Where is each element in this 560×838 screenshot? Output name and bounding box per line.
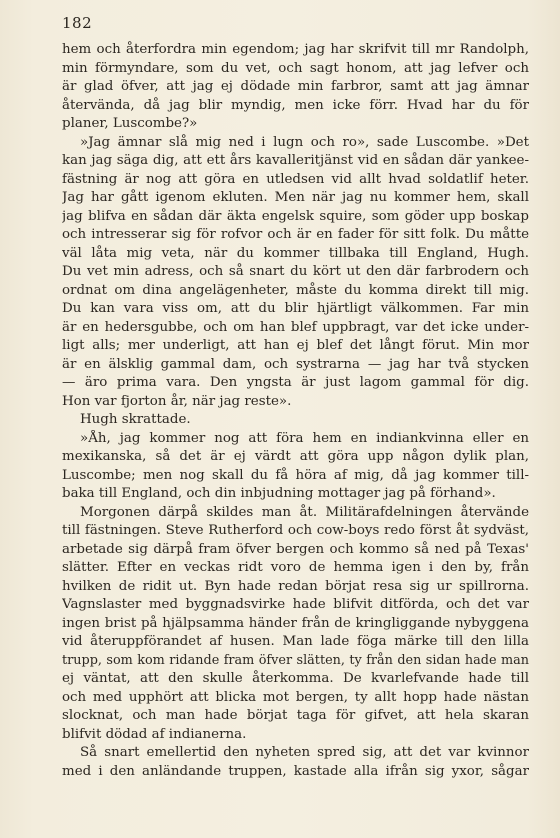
text-line: vid återuppförandet af husen. Man lade föga märke till den lilla — [62, 634, 529, 649]
text-line: mexikanska, så det är ej värdt att göra upp någon dylik plan, — [62, 449, 529, 464]
text-line: Så snart emellertid den nyheten spred sig, att det var kvinnor — [80, 745, 529, 760]
text-line: ordnat om dina angelägenheter, måste du komma direkt till mig. — [62, 282, 529, 298]
text-line: blifvit dödad af indianerna. — [62, 726, 247, 742]
text-line: och intresserar sig för rofvor och är en fader för sitt folk. Du måtte — [62, 227, 529, 242]
text-line: »Åh, jag kommer nog att föra hem en indiankvinna eller en — [80, 430, 529, 446]
text-line: slätter. Efter en veckas ridt voro de hemma igen i den by, från — [62, 560, 529, 575]
text-line: återvända, då jag blir myndig, men icke förr. Hvad har du för — [62, 97, 529, 113]
text-line: hem och återfordra min egendom; jag har skrifvit till mr Randolph, — [62, 42, 529, 57]
text-line: och med upphört att blicka mot bergen, ty allt hopp hade nästan — [62, 689, 529, 705]
text-line: — äro prima vara. Den yngsta är just lagom gammal för dig. — [62, 375, 529, 390]
text-line: trupp, som kom ridande fram öfver slätten, ty från den sidan hade man — [62, 652, 529, 668]
text-line: baka till England, och din inbjudning mottager jag på förhand». — [62, 486, 496, 501]
text-line: Hon var fjorton år, när jag reste». — [62, 393, 292, 409]
text-line: kan jag säga dig, att ett års kavalleritjänst vid en sådan där yankee- — [62, 153, 529, 168]
text-line: Vagnslaster med byggnadsvirke hade blifvit ditförda, och det var — [62, 597, 529, 612]
text-line: är en älsklig gammal dam, och systrarna — jag har två stycken — [62, 356, 529, 372]
text-line: Du kan vara viss om, att du blir hjärtligt välkommen. Far min — [62, 301, 529, 316]
text-line: väl låta mig veta, när du kommer tillbaka till England, Hugh. — [62, 245, 529, 261]
text-line: planer, Luscombe?» — [62, 116, 198, 131]
text-line: ingen brist på hjälpsamma händer från de kringliggande nybyggena — [62, 615, 529, 631]
text-line: ligt alls; mer underligt, att han ej blef det långt förut. Min mor — [62, 338, 529, 353]
text-line: Luscombe; men nog skall du få höra af mig, då jag kommer till- — [62, 467, 529, 483]
text-line: med i den anländande truppen, kastade alla ifrån sig yxor, sågar — [62, 763, 529, 779]
text-line: Hugh skrattade. — [80, 412, 191, 427]
text-line: ej väntat, att den skulle återkomma. De kvarlefvande hade till — [62, 671, 529, 686]
text-line: Jag har gått igenom ekluten. Men när jag nu kommer hem, skall — [62, 190, 529, 205]
text-line: Morgonen därpå skildes man åt. Militärafdelningen återvände — [80, 504, 529, 520]
text-line: till fästningen. Steve Rutherford och cow-boys redo först åt sydväst, — [62, 523, 529, 538]
body-text — [62, 41, 529, 781]
text-line: är en hedersgubbe, och om han blef uppbragt, var det icke under- — [62, 319, 529, 335]
text-line: min förmyndare, som du vet, och sagt honom, att jag lefver och — [62, 60, 529, 76]
text-line: slocknat, och man hade börjat taga för gifvet, att hela skaran — [62, 708, 529, 723]
text-line: arbetade sig därpå fram öfver bergen och kommo så ned på Texas' — [62, 541, 529, 557]
text-line: fästning är nog att göra en utledsen vid allt hvad soldatlif heter. — [62, 171, 529, 187]
text-line: är glad öfver, att jag ej dödade min farbror, samt att jag ämnar — [62, 79, 529, 94]
page-number: 182 — [62, 14, 93, 32]
text-line: Du vet min adress, och så snart du kört ut den där farbrodern och — [62, 264, 529, 279]
text-line: hvilken de ridit ut. Byn hade redan börjat resa sig ur spillrorna. — [62, 578, 529, 594]
text-line: »Jag ämnar slå mig ned i lugn och ro», sade Luscombe. »Det — [80, 134, 529, 150]
text-line: jag blifva en sådan där äkta engelsk squire, som göder upp boskap — [62, 208, 529, 224]
